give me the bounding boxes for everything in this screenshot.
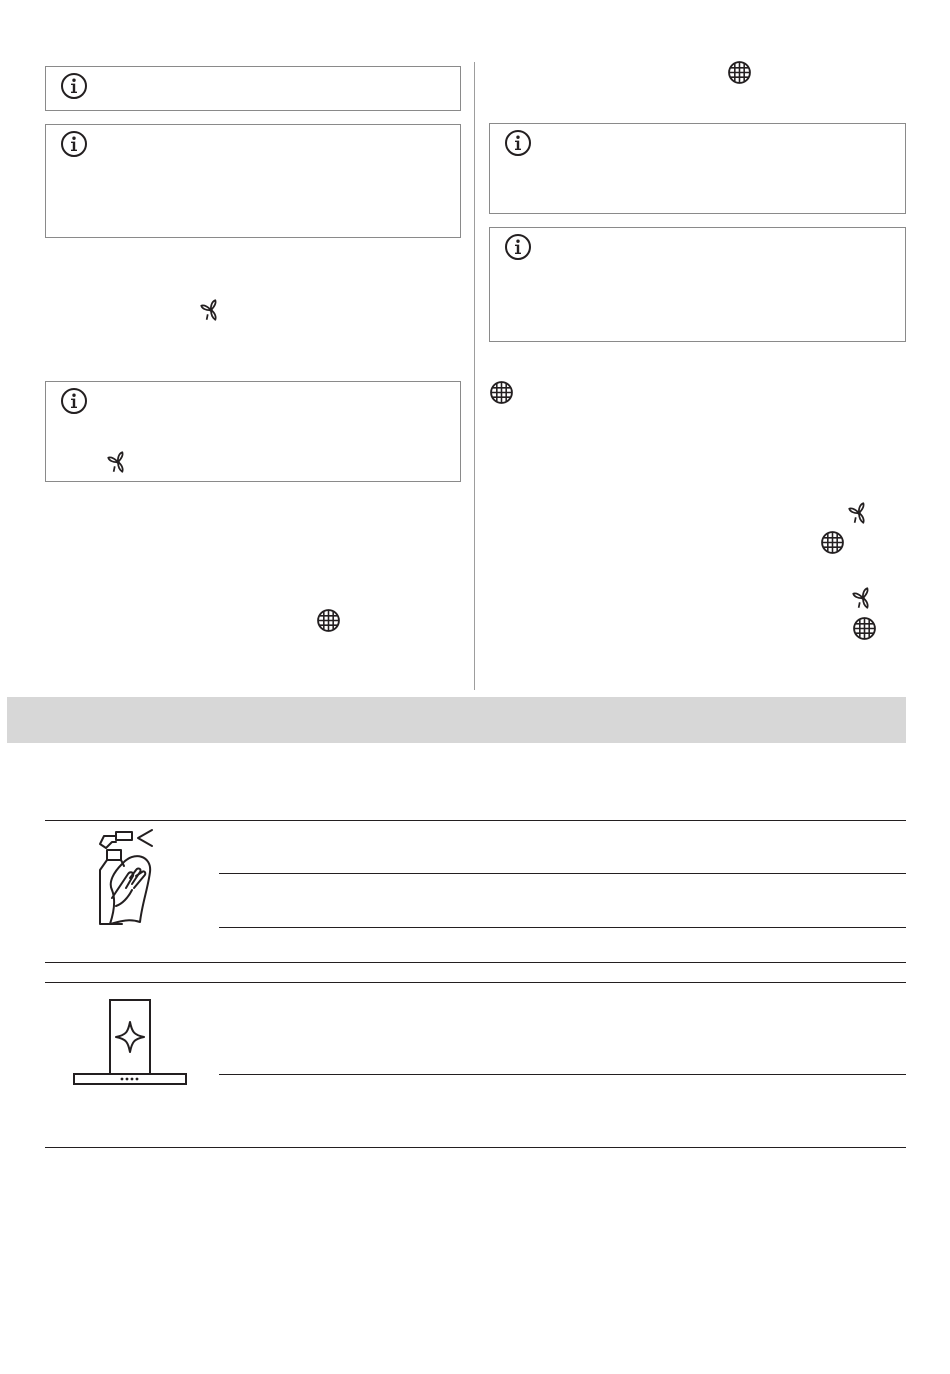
info-icon <box>504 129 532 157</box>
table-rule-row-2 <box>219 927 906 928</box>
info-box-2 <box>45 124 461 238</box>
grease-filter-icon <box>852 616 877 641</box>
table-rule-row-1 <box>219 873 906 874</box>
grease-filter-icon <box>820 530 845 555</box>
section-header-bar <box>7 697 906 743</box>
info-box-4 <box>489 123 906 214</box>
info-icon <box>504 233 532 261</box>
grease-filter-icon <box>489 380 514 405</box>
fan-icon <box>846 500 872 526</box>
table-rule-bottom <box>45 1147 906 1148</box>
spray-and-cloth-icon <box>92 826 154 928</box>
fan-icon <box>850 585 876 611</box>
info-icon <box>60 130 88 158</box>
info-box-1 <box>45 66 461 111</box>
fan-icon <box>198 297 224 323</box>
info-box-5 <box>489 227 906 342</box>
info-icon <box>60 387 88 415</box>
cooker-hood-icon <box>72 998 188 1088</box>
table-rule-mid-a <box>45 962 906 963</box>
grease-filter-icon <box>316 608 341 633</box>
info-icon <box>60 72 88 100</box>
table-rule-top <box>45 820 906 821</box>
fan-icon <box>105 449 131 475</box>
table-rule-mid-b <box>45 982 906 983</box>
table-rule-row-3 <box>219 1074 906 1075</box>
info-box-3 <box>45 381 461 482</box>
column-divider <box>474 62 475 690</box>
grease-filter-icon <box>727 60 752 85</box>
